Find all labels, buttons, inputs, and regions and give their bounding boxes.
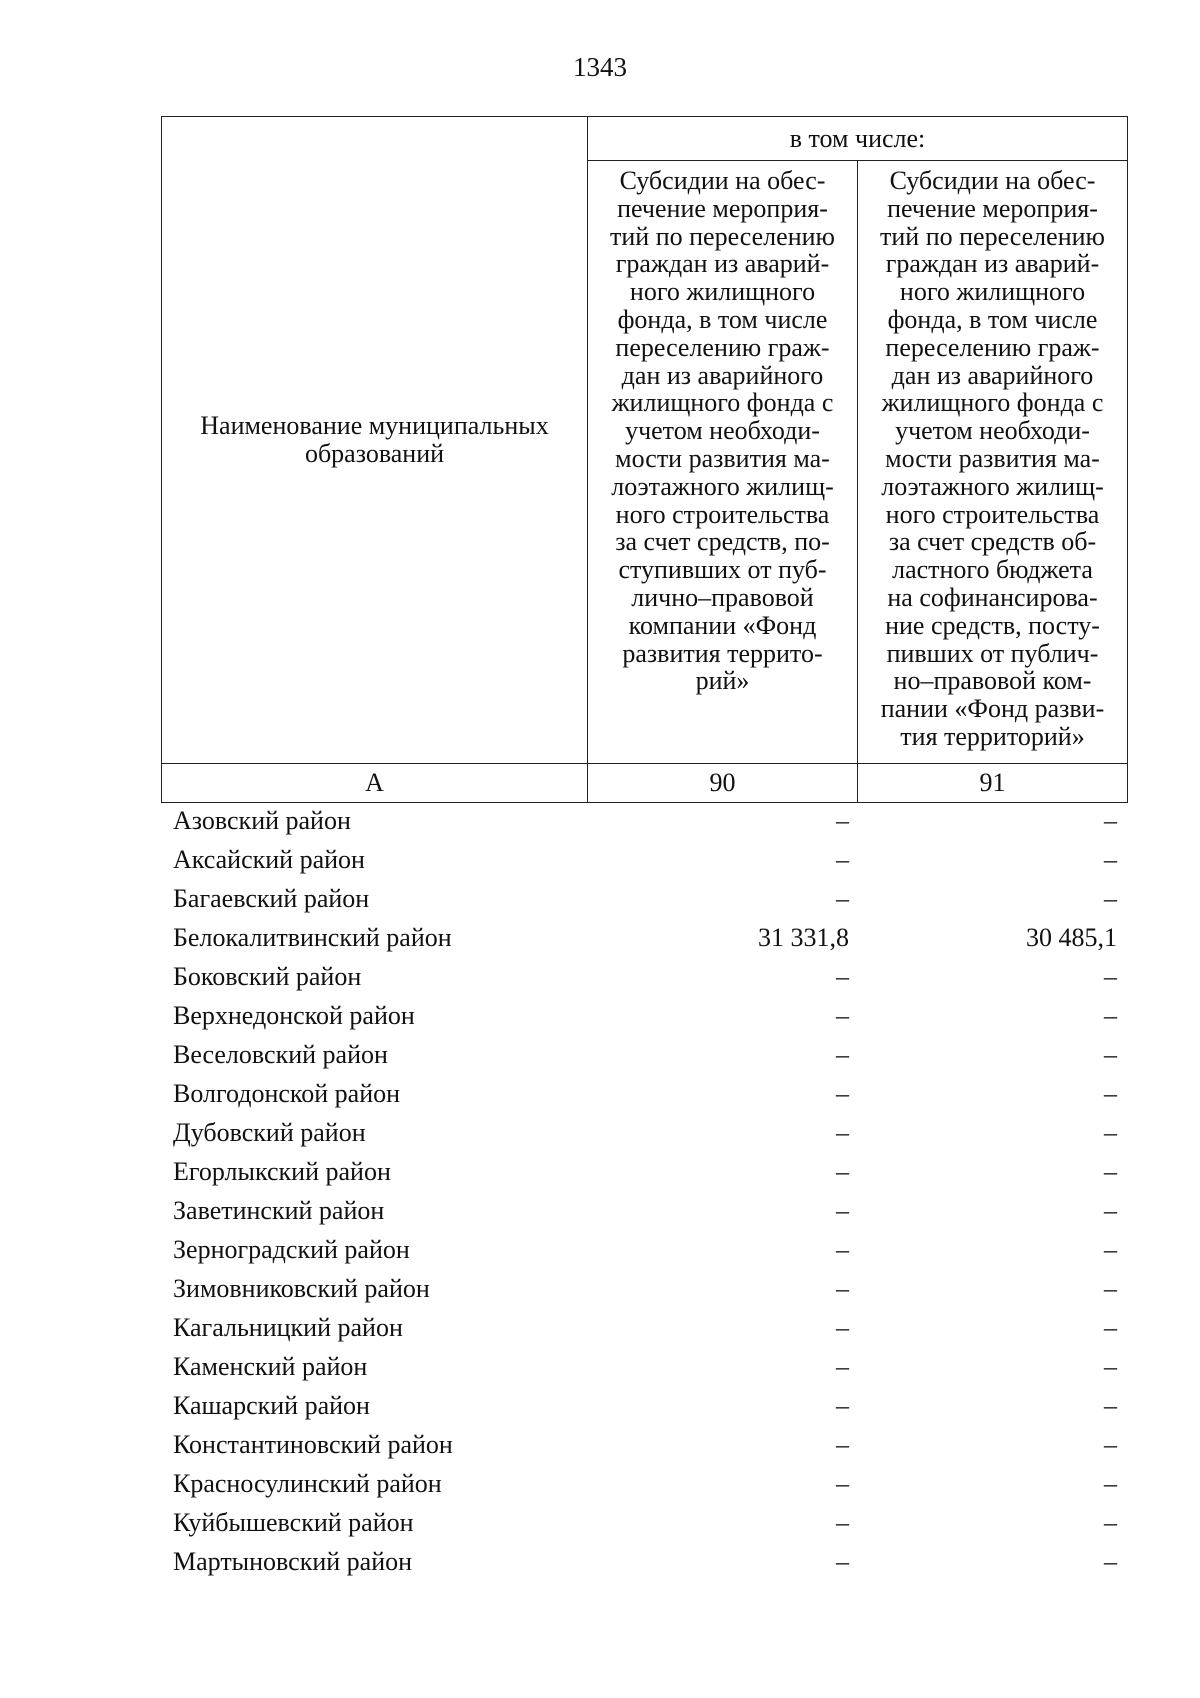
value-column-91: 30 485,1 bbox=[1026, 923, 1117, 952]
table-row bbox=[161, 1347, 1127, 1386]
value-column-91: – bbox=[1104, 1235, 1117, 1264]
municipality-name: Багаевский район bbox=[173, 884, 370, 913]
table-row bbox=[161, 957, 1127, 996]
value-column-91: – bbox=[1104, 1118, 1117, 1147]
municipality-name: Куйбышевский район bbox=[173, 1508, 414, 1537]
value-column-91: – bbox=[1104, 845, 1117, 874]
table-row bbox=[161, 879, 1127, 918]
value-column-91: – bbox=[1104, 1547, 1117, 1576]
header-span-label: в том числе: bbox=[588, 117, 1128, 161]
value-column-90: – bbox=[836, 1508, 849, 1537]
municipality-name: Веселовский район bbox=[173, 1040, 388, 1069]
municipality-name: Мартыновский район bbox=[173, 1547, 413, 1576]
header-name-column: Наименование муниципальных образований bbox=[162, 117, 588, 764]
municipality-name: Егорлыкский район bbox=[173, 1157, 391, 1186]
municipality-name: Аксайский район bbox=[173, 845, 365, 874]
municipality-name: Зимовниковский район bbox=[173, 1274, 430, 1303]
table-row bbox=[161, 1269, 1127, 1308]
value-column-91: – bbox=[1104, 962, 1117, 991]
value-column-90: – bbox=[836, 884, 849, 913]
value-column-90: 31 331,8 bbox=[758, 923, 849, 952]
index-column-90: 90 bbox=[588, 764, 858, 803]
table-row bbox=[161, 1542, 1127, 1581]
table-row bbox=[161, 1113, 1127, 1152]
value-column-90: – bbox=[836, 962, 849, 991]
table-row bbox=[161, 1230, 1127, 1269]
value-column-91: – bbox=[1104, 1157, 1117, 1186]
value-column-90: – bbox=[836, 1547, 849, 1576]
municipality-name: Кашарский район bbox=[173, 1391, 370, 1420]
table-row bbox=[161, 1152, 1127, 1191]
value-column-91: – bbox=[1104, 1391, 1117, 1420]
table-row bbox=[161, 1308, 1127, 1347]
value-column-90: – bbox=[836, 1274, 849, 1303]
table-row bbox=[161, 996, 1127, 1035]
value-column-91: – bbox=[1104, 1040, 1117, 1069]
value-column-91: – bbox=[1104, 1313, 1117, 1342]
value-column-91: – bbox=[1104, 1469, 1117, 1498]
municipality-name: Красносулинский район bbox=[173, 1469, 442, 1498]
table-row bbox=[161, 1035, 1127, 1074]
table-row bbox=[161, 840, 1127, 879]
value-column-91: – bbox=[1104, 1430, 1117, 1459]
value-column-90: – bbox=[836, 806, 849, 835]
value-column-90: – bbox=[836, 1040, 849, 1069]
header-column-91-description: Субсидии на обес- печение мероприя- тий по переселению граждан из аварий- ного жилищного фонда, в том числе переселению граж- дан из аварийного жилищного фонда с учетом необходи- мости развития ма- лоэтажного жилищ- ного строительства за счет средств об- ластного бюджета на софинансирова- ние средств, посту- пивших от публич- но–правовой ком- пании «Фонд разви- тия территорий» bbox=[858, 161, 1128, 764]
table-row bbox=[161, 801, 1127, 840]
value-column-90: – bbox=[836, 1196, 849, 1225]
value-column-91: – bbox=[1104, 1274, 1117, 1303]
value-column-90: – bbox=[836, 1430, 849, 1459]
value-column-90: – bbox=[836, 1352, 849, 1381]
municipality-name: Константиновский район bbox=[173, 1430, 453, 1459]
table-row bbox=[161, 1386, 1127, 1425]
table-row bbox=[161, 1425, 1127, 1464]
municipality-name: Каменский район bbox=[173, 1352, 368, 1381]
value-column-91: – bbox=[1104, 1508, 1117, 1537]
value-column-90: – bbox=[836, 1079, 849, 1108]
municipality-name: Заветинский район bbox=[173, 1196, 385, 1225]
municipality-name: Азовский район bbox=[173, 806, 351, 835]
value-column-90: – bbox=[836, 1001, 849, 1030]
value-column-90: – bbox=[836, 1469, 849, 1498]
value-column-90: – bbox=[836, 1391, 849, 1420]
table-row bbox=[161, 918, 1127, 957]
value-column-90: – bbox=[836, 1118, 849, 1147]
index-column-91: 91 bbox=[858, 764, 1128, 803]
table-row bbox=[161, 1191, 1127, 1230]
page-number: 1343 bbox=[573, 52, 627, 82]
table-row bbox=[161, 1503, 1127, 1542]
table-header bbox=[161, 116, 1128, 803]
value-column-91: – bbox=[1104, 884, 1117, 913]
value-column-91: – bbox=[1104, 806, 1117, 835]
municipality-name: Дубовский район bbox=[173, 1118, 366, 1147]
municipality-name: Боковский район bbox=[173, 962, 362, 991]
index-name: А bbox=[162, 764, 588, 803]
municipality-name: Белокалитвинский район bbox=[173, 923, 452, 952]
table-row bbox=[161, 1074, 1127, 1113]
table-row bbox=[161, 1464, 1127, 1503]
municipality-name: Верхнедонской район bbox=[173, 1001, 415, 1030]
value-column-91: – bbox=[1104, 1196, 1117, 1225]
value-column-91: – bbox=[1104, 1079, 1117, 1108]
header-column-90-description: Субсидии на обес- печение мероприя- тий по переселению граждан из аварий- ного жилищного фонда, в том числе переселению граж- дан из аварийного жилищного фонда с учетом необходи- мости развития ма- лоэтажного жилищ- ного строительства за счет средств, по- ступивших от пуб- лично–правовой компании «Фонд развития террито- рий» bbox=[588, 161, 858, 764]
value-column-91: – bbox=[1104, 1352, 1117, 1381]
value-column-91: – bbox=[1104, 1001, 1117, 1030]
municipality-name: Волгодонской район bbox=[173, 1079, 401, 1108]
value-column-90: – bbox=[836, 1235, 849, 1264]
value-column-90: – bbox=[836, 1157, 849, 1186]
table-body bbox=[161, 801, 1127, 1581]
value-column-90: – bbox=[836, 1313, 849, 1342]
value-column-90: – bbox=[836, 845, 849, 874]
municipality-name: Кагальницкий район bbox=[173, 1313, 403, 1342]
municipality-name: Зерноградский район bbox=[173, 1235, 410, 1264]
